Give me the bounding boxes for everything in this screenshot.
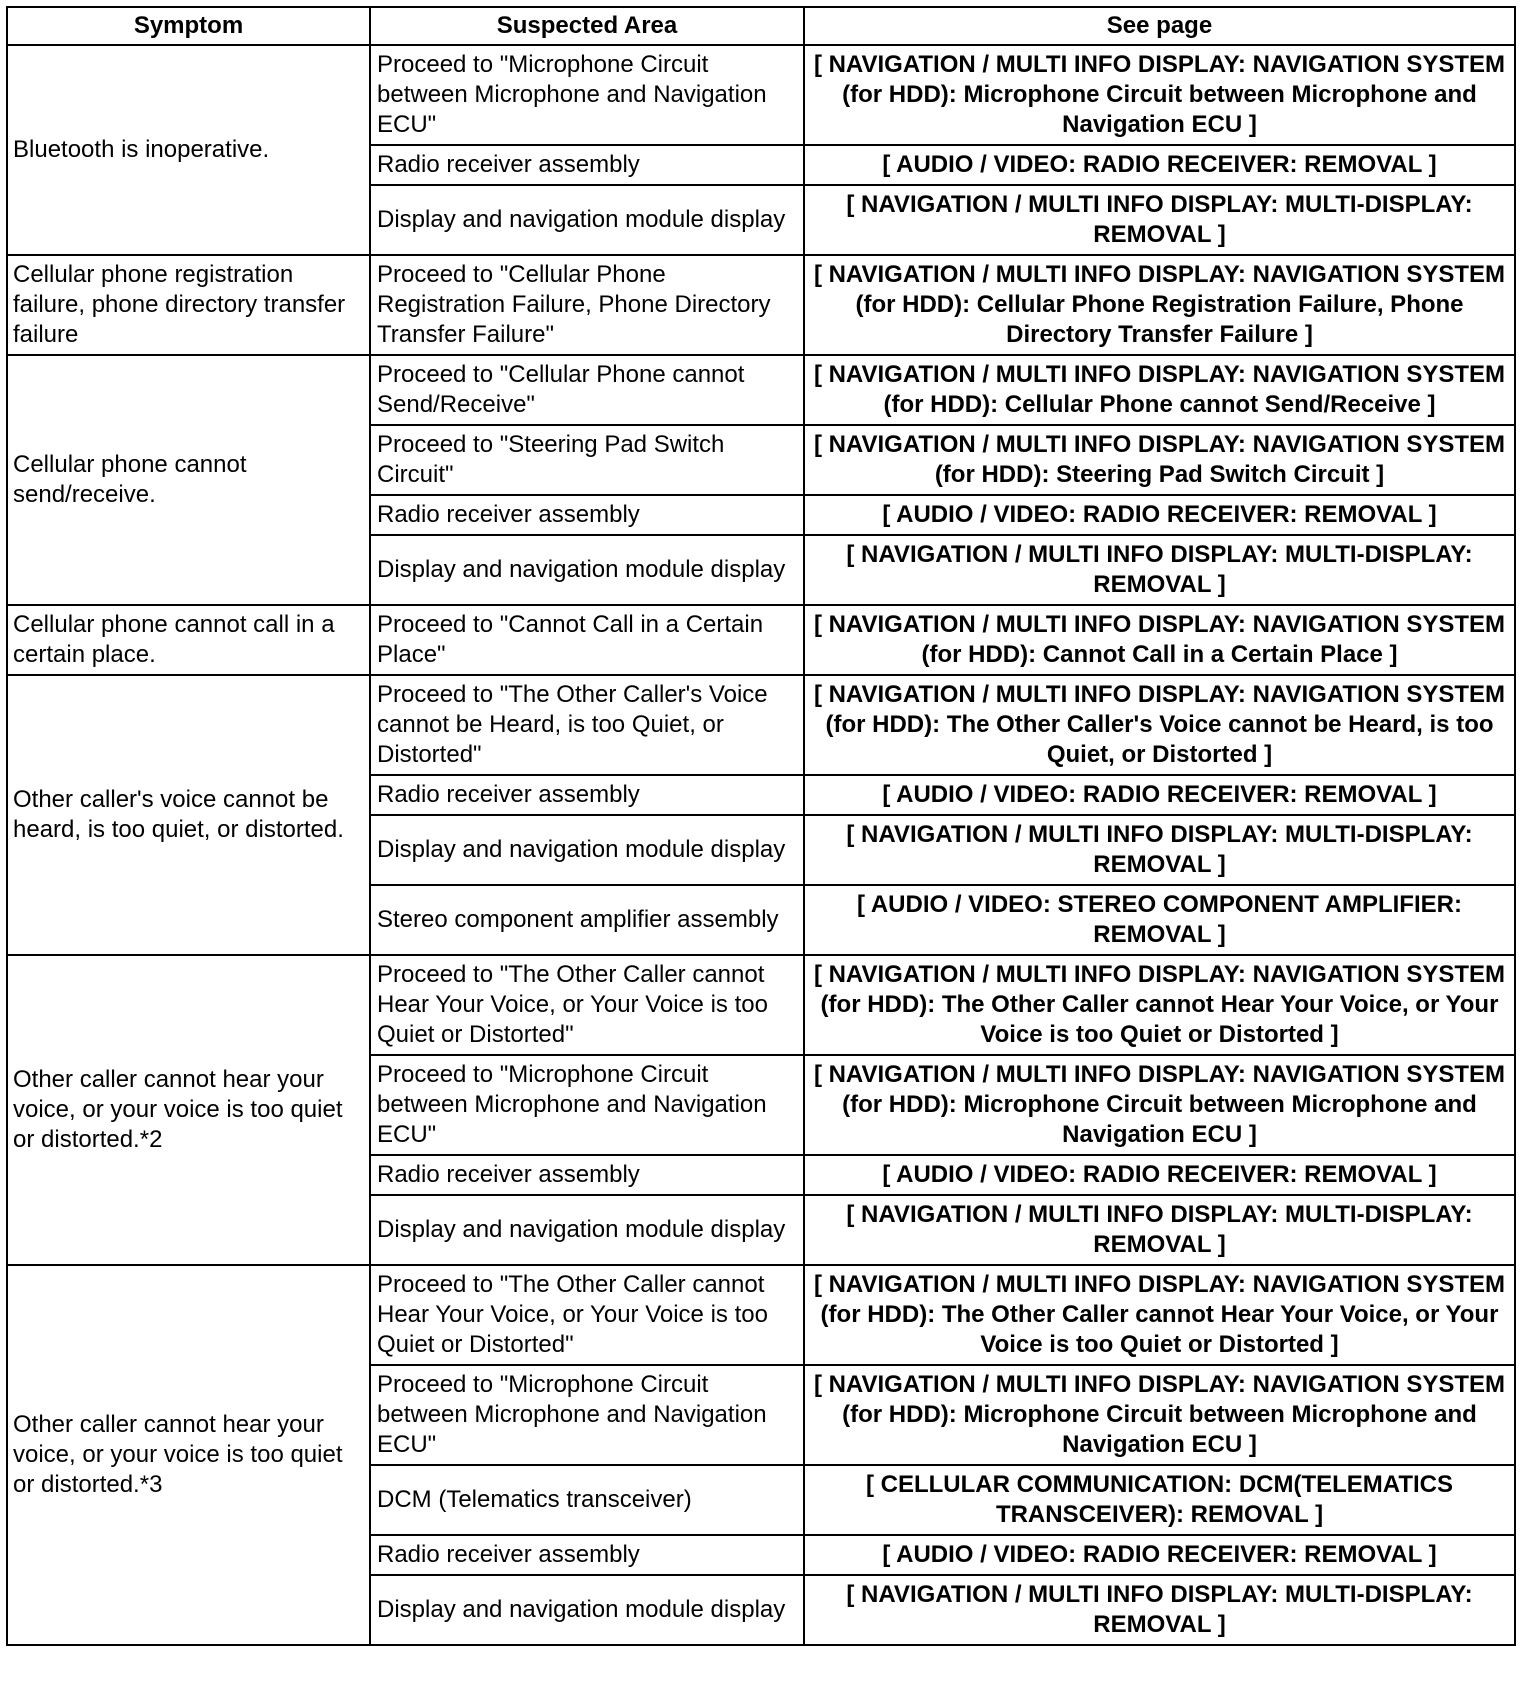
see-page-cell: [ NAVIGATION / MULTI INFO DISPLAY: NAVIGATION SYSTEM (for HDD): Cellular Phone Registration Failure, Phone Directory Transfer Failure ] xyxy=(804,255,1515,355)
see-page-cell: [ NAVIGATION / MULTI INFO DISPLAY: MULTI-DISPLAY: REMOVAL ] xyxy=(804,1195,1515,1265)
suspected-area-cell: Display and navigation module display xyxy=(370,1575,804,1645)
suspected-area-cell: Radio receiver assembly xyxy=(370,1535,804,1575)
suspected-area-cell: Stereo component amplifier assembly xyxy=(370,885,804,955)
suspected-area-cell: Proceed to "Microphone Circuit between Microphone and Navigation ECU" xyxy=(370,1055,804,1155)
see-page-cell: [ AUDIO / VIDEO: RADIO RECEIVER: REMOVAL ] xyxy=(804,145,1515,185)
see-page-cell: [ NAVIGATION / MULTI INFO DISPLAY: MULTI-DISPLAY: REMOVAL ] xyxy=(804,1575,1515,1645)
suspected-area-cell: Proceed to "Microphone Circuit between Microphone and Navigation ECU" xyxy=(370,45,804,145)
header-see-page: See page xyxy=(804,7,1515,45)
see-page-cell: [ NAVIGATION / MULTI INFO DISPLAY: MULTI-DISPLAY: REMOVAL ] xyxy=(804,185,1515,255)
table-row xyxy=(7,1265,1515,1365)
suspected-area-cell: Proceed to "The Other Caller cannot Hear Your Voice, or Your Voice is too Quiet or Distorted" xyxy=(370,1265,804,1365)
see-page-cell: [ NAVIGATION / MULTI INFO DISPLAY: NAVIGATION SYSTEM (for HDD): The Other Caller cannot Hear Your Voice, or Your Voice is too Quiet or Distorted ] xyxy=(804,955,1515,1055)
see-page-cell: [ NAVIGATION / MULTI INFO DISPLAY: NAVIGATION SYSTEM (for HDD): Steering Pad Switch Circuit ] xyxy=(804,425,1515,495)
suspected-area-cell: Display and navigation module display xyxy=(370,815,804,885)
symptom-cell: Cellular phone registration failure, phone directory transfer failure xyxy=(7,255,370,355)
see-page-cell: [ NAVIGATION / MULTI INFO DISPLAY: NAVIGATION SYSTEM (for HDD): Microphone Circuit between Microphone and Navigation ECU ] xyxy=(804,45,1515,145)
see-page-cell: [ AUDIO / VIDEO: RADIO RECEIVER: REMOVAL ] xyxy=(804,1155,1515,1195)
table-row xyxy=(7,45,1515,145)
see-page-cell: [ NAVIGATION / MULTI INFO DISPLAY: MULTI-DISPLAY: REMOVAL ] xyxy=(804,815,1515,885)
table-row xyxy=(7,355,1515,425)
see-page-cell: [ NAVIGATION / MULTI INFO DISPLAY: NAVIGATION SYSTEM (for HDD): Microphone Circuit between Microphone and Navigation ECU ] xyxy=(804,1055,1515,1155)
suspected-area-cell: Proceed to "The Other Caller's Voice cannot be Heard, is too Quiet, or Distorted" xyxy=(370,675,804,775)
suspected-area-cell: Radio receiver assembly xyxy=(370,145,804,185)
see-page-cell: [ AUDIO / VIDEO: RADIO RECEIVER: REMOVAL ] xyxy=(804,495,1515,535)
suspected-area-cell: Proceed to "Cellular Phone cannot Send/Receive" xyxy=(370,355,804,425)
see-page-cell: [ NAVIGATION / MULTI INFO DISPLAY: NAVIGATION SYSTEM (for HDD): Microphone Circuit between Microphone and Navigation ECU ] xyxy=(804,1365,1515,1465)
see-page-cell: [ NAVIGATION / MULTI INFO DISPLAY: NAVIGATION SYSTEM (for HDD): Cellular Phone cannot Send/Receive ] xyxy=(804,355,1515,425)
header-suspected-area: Suspected Area xyxy=(370,7,804,45)
suspected-area-cell: Proceed to "The Other Caller cannot Hear Your Voice, or Your Voice is too Quiet or Distorted" xyxy=(370,955,804,1055)
suspected-area-cell: Radio receiver assembly xyxy=(370,495,804,535)
suspected-area-cell: Proceed to "Cannot Call in a Certain Place" xyxy=(370,605,804,675)
symptom-cell: Cellular phone cannot call in a certain place. xyxy=(7,605,370,675)
see-page-cell: [ CELLULAR COMMUNICATION: DCM(TELEMATICS TRANSCEIVER): REMOVAL ] xyxy=(804,1465,1515,1535)
suspected-area-cell: Display and navigation module display xyxy=(370,185,804,255)
see-page-cell: [ NAVIGATION / MULTI INFO DISPLAY: NAVIGATION SYSTEM (for HDD): Cannot Call in a Certain Place ] xyxy=(804,605,1515,675)
table-row xyxy=(7,675,1515,775)
symptom-cell: Other caller cannot hear your voice, or your voice is too quiet or distorted.*2 xyxy=(7,955,370,1265)
header-row xyxy=(7,7,1515,45)
symptom-cell: Other caller cannot hear your voice, or your voice is too quiet or distorted.*3 xyxy=(7,1265,370,1645)
symptom-cell: Cellular phone cannot send/receive. xyxy=(7,355,370,605)
suspected-area-cell: Radio receiver assembly xyxy=(370,1155,804,1195)
table-row xyxy=(7,605,1515,675)
see-page-cell: [ AUDIO / VIDEO: RADIO RECEIVER: REMOVAL ] xyxy=(804,1535,1515,1575)
suspected-area-cell: Display and navigation module display xyxy=(370,1195,804,1265)
suspected-area-cell: Proceed to "Microphone Circuit between Microphone and Navigation ECU" xyxy=(370,1365,804,1465)
suspected-area-cell: Radio receiver assembly xyxy=(370,775,804,815)
symptom-cell: Bluetooth is inoperative. xyxy=(7,45,370,255)
table-row xyxy=(7,955,1515,1055)
symptom-cell: Other caller's voice cannot be heard, is too quiet, or distorted. xyxy=(7,675,370,955)
see-page-cell: [ NAVIGATION / MULTI INFO DISPLAY: NAVIGATION SYSTEM (for HDD): The Other Caller's Voice cannot be Heard, is too Quiet, or Distorted ] xyxy=(804,675,1515,775)
suspected-area-cell: Proceed to "Steering Pad Switch Circuit" xyxy=(370,425,804,495)
problem-symptoms-table xyxy=(6,6,1516,1646)
see-page-cell: [ AUDIO / VIDEO: STEREO COMPONENT AMPLIFIER: REMOVAL ] xyxy=(804,885,1515,955)
table-row xyxy=(7,255,1515,355)
see-page-cell: [ NAVIGATION / MULTI INFO DISPLAY: NAVIGATION SYSTEM (for HDD): The Other Caller cannot Hear Your Voice, or Your Voice is too Quiet or Distorted ] xyxy=(804,1265,1515,1365)
suspected-area-cell: Display and navigation module display xyxy=(370,535,804,605)
header-symptom: Symptom xyxy=(7,7,370,45)
see-page-cell: [ NAVIGATION / MULTI INFO DISPLAY: MULTI-DISPLAY: REMOVAL ] xyxy=(804,535,1515,605)
suspected-area-cell: Proceed to "Cellular Phone Registration Failure, Phone Directory Transfer Failure" xyxy=(370,255,804,355)
see-page-cell: [ AUDIO / VIDEO: RADIO RECEIVER: REMOVAL ] xyxy=(804,775,1515,815)
suspected-area-cell: DCM (Telematics transceiver) xyxy=(370,1465,804,1535)
